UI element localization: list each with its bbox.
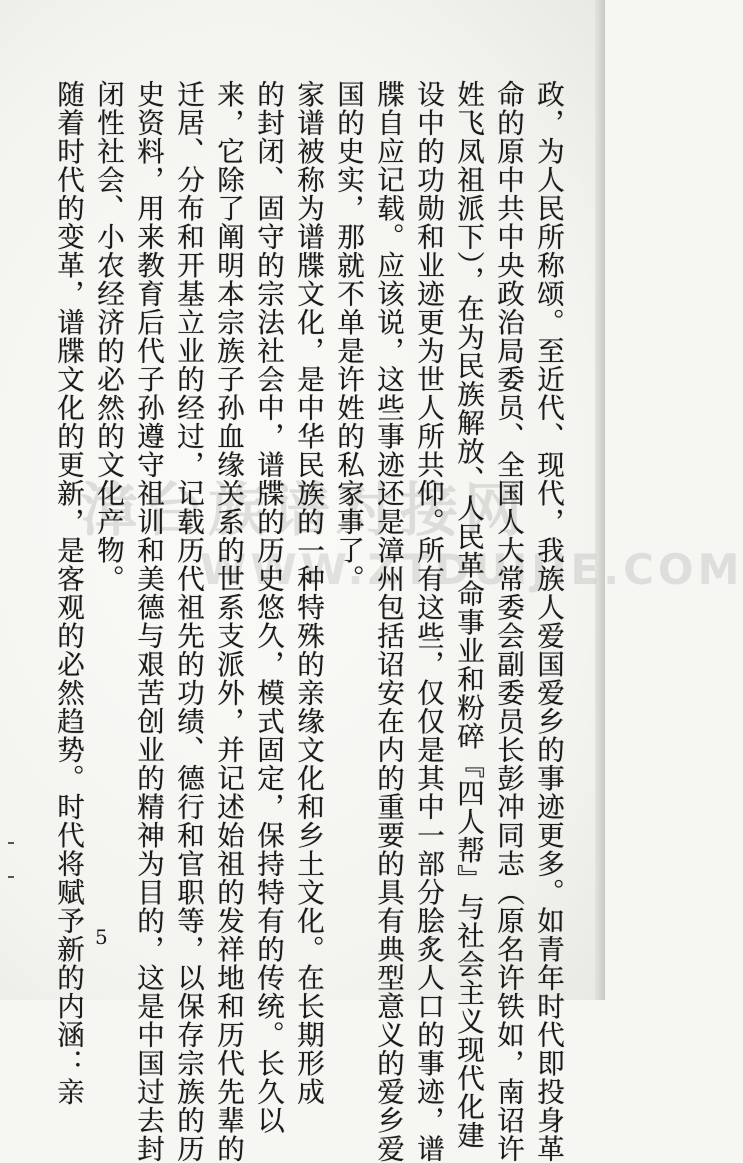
text-column: 姓飞凤祖派下），在为民族解放、人民革命事业和粉碎『四人帮』与社会主义现代化建 [452, 80, 484, 1150]
watermark-url: WWW.ZTDUIJIE.COM [200, 545, 743, 594]
text-column: 命的原中共中央政治局委员、全国人大常委会副委员长彭冲同志（原名许铁如，南诏许 [492, 80, 524, 1163]
watermark-text: 漳台族谱对接网 [80, 476, 529, 544]
page-number: 5 [95, 925, 108, 949]
text-column: 闭性社会、小农经济的必然的文化产物。 [92, 80, 124, 593]
vertical-text-block [52, 80, 568, 1163]
text-column: 来，它除了阐明本宗族子孙血缘关系的世系支派外，并记述始祖的发祥地和历代先辈的 [212, 80, 244, 1163]
text-column: 设中的功勋和业迹更为世人所共仰。所有这些，仅仅是其中一部分脍炙人口的事迹，谱 [412, 80, 444, 1163]
text-column: 迁居、分布和开基立业的经过，记载历代祖先的功绩、德行和官职等，以保存宗族的历 [172, 80, 204, 1163]
text-column: 随着时代的变革，谱牒文化的更新，是客观的必然趋势。时代将赋予新的内涵：亲 [52, 80, 84, 1106]
text-column: 国的史实，那就不单是许姓的私家事了。 [332, 80, 364, 593]
scan-edge-mark [8, 842, 14, 844]
text-column: 政，为人民所称颂。至近代、现代，我族人爱国爱乡的事迹更多。如青年时代即投身革 [532, 80, 564, 1163]
text-column: 的封闭、固守的宗法社会中，谱牒的历史悠久，模式固定，保持特有的传统。长久以 [252, 80, 284, 1135]
text-column: 牒自应记载。应该说，这些事迹还是漳州包括诏安在内的重要的具有典型意义的爱乡爱 [372, 80, 404, 1163]
text-column: 家谱被称为谱牒文化，是中华民族的一种特殊的亲缘文化和乡土文化。在长期形成 [292, 80, 324, 1106]
scan-edge-mark [8, 876, 14, 878]
text-column: 史资料，用来教育后代子孙遵守祖训和美德与艰苦创业的精神为目的，这是中国过去封 [132, 80, 164, 1163]
